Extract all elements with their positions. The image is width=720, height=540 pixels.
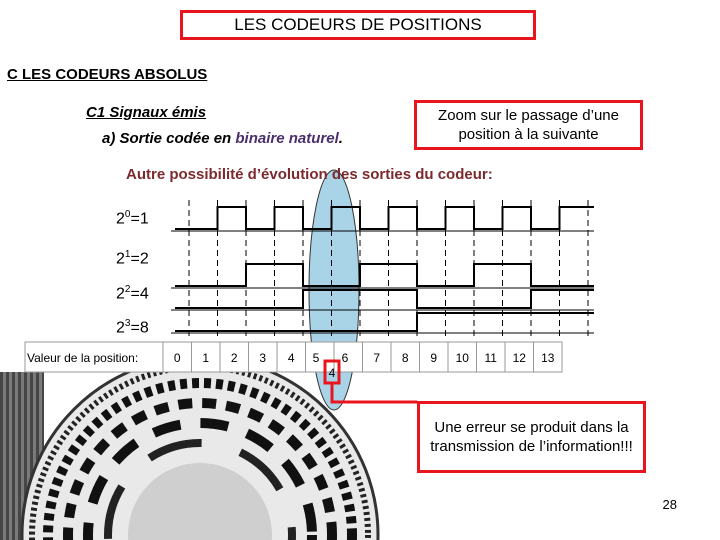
position-value: 1: [202, 351, 210, 365]
signal-label-value: =2: [130, 250, 149, 268]
sortie-suffix: .: [338, 130, 343, 147]
signal-label-bit2: [116, 284, 149, 303]
signal-label-exponent: 3: [124, 318, 131, 329]
position-value: 4: [287, 351, 295, 365]
position-value: 7: [373, 351, 381, 365]
zoom-note: Zoom sur le passage d’une position à la suivante: [438, 107, 619, 143]
signal-label-exponent: 1: [124, 249, 131, 260]
position-value: 13: [541, 351, 555, 365]
position-value: 8: [401, 351, 409, 365]
glitch-value: 4: [328, 366, 336, 380]
signal-label-bit0: [116, 209, 149, 228]
page-number: 28: [662, 497, 677, 512]
page-title: LES CODEURS DE POSITIONS: [234, 15, 482, 34]
signal-label-exponent: 0: [124, 209, 131, 220]
error-note-box: [417, 401, 646, 473]
signal-label-base: 2: [116, 250, 125, 268]
signal-label-base: 2: [116, 210, 125, 228]
section-heading: C LES CODEURS ABSOLUS: [7, 66, 208, 83]
subsection-heading: C1 Signaux émis: [86, 104, 207, 121]
sortie-highlight: binaire naturel: [235, 130, 339, 147]
sortie-prefix: a) Sortie codée en: [102, 130, 236, 147]
position-value: 3: [259, 351, 267, 365]
signal-label-value: =8: [130, 319, 149, 337]
error-note: Une erreur se produit dans la transmission de l’information!!!: [430, 419, 633, 455]
glitch-value: 6: [341, 351, 349, 365]
position-value: 9: [430, 351, 438, 365]
signal-label-bit1: [116, 249, 149, 268]
position-value: 2: [230, 351, 238, 365]
autre-possibilite: Autre possibilité d’évolution des sorties du codeur:: [126, 166, 493, 183]
position-gridlines: [189, 200, 588, 340]
signal-label-exponent: 2: [124, 284, 131, 295]
signal-label-base: 2: [116, 285, 125, 303]
signal-label-bit3: [116, 318, 149, 337]
signal-label-value: =4: [130, 285, 149, 303]
position-value: 11: [484, 351, 497, 365]
position-value: 12: [512, 351, 526, 365]
signal-label-value: =1: [130, 210, 149, 228]
signal-label-base: 2: [116, 319, 125, 337]
position-value: 10: [455, 351, 469, 365]
position-label: Valeur de la position:: [27, 351, 139, 365]
position-value: 0: [173, 351, 181, 365]
glitch-value: 5: [312, 351, 320, 365]
